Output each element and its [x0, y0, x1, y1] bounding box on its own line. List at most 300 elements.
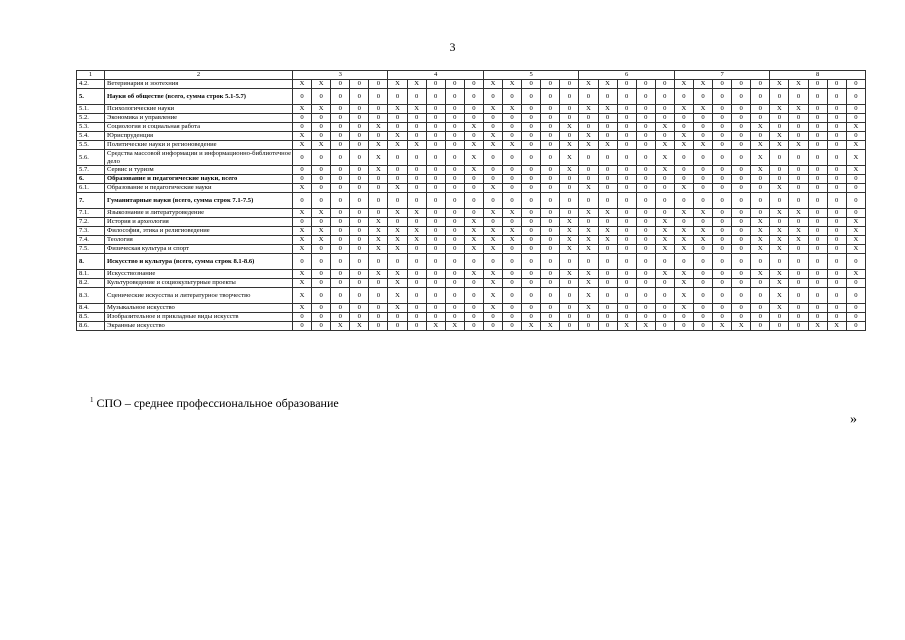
table-cell: X — [560, 141, 579, 150]
table-cell: 0 — [541, 105, 560, 114]
table-cell: X — [312, 227, 331, 236]
table-cell: X — [827, 322, 846, 331]
table-cell: 0 — [636, 184, 655, 193]
table-cell: 0 — [560, 313, 579, 322]
table-cell: 0 — [655, 313, 674, 322]
table-cell: X — [388, 80, 407, 89]
table-cell: 0 — [827, 132, 846, 141]
table-cell: 0 — [407, 150, 426, 166]
table-cell: 0 — [293, 166, 312, 175]
table-cell: 0 — [350, 114, 369, 123]
table-cell: 0 — [426, 193, 445, 209]
table-cell: X — [407, 105, 426, 114]
table-cell: 0 — [331, 150, 350, 166]
row-number: 7. — [77, 193, 105, 209]
table-cell: X — [293, 80, 312, 89]
table-cell: 0 — [674, 322, 693, 331]
row-name: Музыкальное искусство — [105, 304, 293, 313]
table-cell: 0 — [293, 123, 312, 132]
table-cell: 0 — [693, 150, 712, 166]
table-cell: 0 — [770, 193, 789, 209]
table-cell: 0 — [598, 288, 617, 304]
row-name: Искусство и культура (всего, сумма строк 8.1-8.6) — [105, 254, 293, 270]
table-cell: X — [579, 80, 598, 89]
table-cell: 0 — [713, 279, 732, 288]
table-cell: 0 — [617, 80, 636, 89]
table-cell: 0 — [598, 270, 617, 279]
table-cell: 0 — [693, 288, 712, 304]
table-cell: 0 — [483, 193, 502, 209]
table-cell: 0 — [674, 123, 693, 132]
table-cell: 0 — [846, 209, 865, 218]
table-cell: 0 — [445, 141, 464, 150]
table-cell: 0 — [732, 166, 751, 175]
table-cell: 0 — [426, 114, 445, 123]
table-cell: 0 — [350, 313, 369, 322]
table-cell: X — [369, 141, 388, 150]
row-number: 5.2. — [77, 114, 105, 123]
row-name: Физическая культура и спорт — [105, 245, 293, 254]
table-cell: 0 — [350, 227, 369, 236]
row-number: 6.1. — [77, 184, 105, 193]
table-row — [77, 245, 866, 254]
table-cell: X — [674, 141, 693, 150]
table-cell: 0 — [312, 304, 331, 313]
table-cell: 0 — [350, 270, 369, 279]
table-cell: 0 — [808, 193, 827, 209]
table-cell: X — [751, 236, 770, 245]
table-cell: 0 — [350, 175, 369, 184]
table-cell: 0 — [522, 209, 541, 218]
table-cell: X — [770, 80, 789, 89]
table-cell: 0 — [617, 193, 636, 209]
table-cell: 0 — [827, 89, 846, 105]
table-cell: 0 — [503, 123, 522, 132]
row-number: 7.2. — [77, 218, 105, 227]
row-number: 8. — [77, 254, 105, 270]
table-cell: 0 — [369, 254, 388, 270]
table-cell: X — [407, 209, 426, 218]
table-cell: 0 — [770, 322, 789, 331]
table-cell: 0 — [617, 270, 636, 279]
table-cell: 0 — [770, 175, 789, 184]
table-cell: 0 — [331, 193, 350, 209]
table-cell: 0 — [522, 184, 541, 193]
table-cell: 0 — [617, 236, 636, 245]
table-cell: 0 — [483, 166, 502, 175]
table-cell: X — [579, 288, 598, 304]
table-cell: 0 — [770, 123, 789, 132]
table-cell: 0 — [598, 304, 617, 313]
row-number: 5.6. — [77, 150, 105, 166]
table-cell: X — [579, 245, 598, 254]
table-row — [77, 322, 866, 331]
table-cell: 0 — [732, 245, 751, 254]
table-cell: 0 — [674, 218, 693, 227]
table-cell: 0 — [483, 89, 502, 105]
table-cell: X — [770, 270, 789, 279]
table-cell: 0 — [445, 236, 464, 245]
table-cell: 0 — [445, 150, 464, 166]
table-cell: 0 — [350, 209, 369, 218]
table-cell: 0 — [770, 218, 789, 227]
table-cell: X — [674, 209, 693, 218]
table-cell: 0 — [846, 322, 865, 331]
table-cell: 0 — [693, 114, 712, 123]
table-cell: 0 — [331, 313, 350, 322]
table-cell: X — [789, 227, 808, 236]
table-cell: 0 — [331, 184, 350, 193]
table-cell: 0 — [522, 304, 541, 313]
table-cell: 0 — [407, 245, 426, 254]
table-cell: 0 — [636, 270, 655, 279]
table-cell: 0 — [503, 150, 522, 166]
table-cell: 0 — [579, 322, 598, 331]
table-cell: 0 — [369, 313, 388, 322]
table-cell: 0 — [445, 175, 464, 184]
table-cell: 0 — [350, 254, 369, 270]
table-cell: 0 — [808, 105, 827, 114]
table-cell: 0 — [369, 279, 388, 288]
table-cell: 0 — [503, 313, 522, 322]
table-cell: X — [293, 236, 312, 245]
table-cell: 0 — [388, 150, 407, 166]
table-cell: 0 — [541, 313, 560, 322]
table-cell: 0 — [369, 80, 388, 89]
table-cell: 0 — [503, 322, 522, 331]
table-row — [77, 114, 866, 123]
table-cell: X — [846, 218, 865, 227]
table-cell: X — [579, 132, 598, 141]
table-cell: 0 — [369, 184, 388, 193]
table-cell: 0 — [293, 322, 312, 331]
table-cell: 0 — [713, 166, 732, 175]
table-cell: 0 — [751, 279, 770, 288]
table-cell: 0 — [293, 218, 312, 227]
table-cell: X — [483, 184, 502, 193]
table-cell: 0 — [655, 322, 674, 331]
table-cell: 0 — [331, 218, 350, 227]
table-cell: X — [598, 80, 617, 89]
table-cell: 0 — [541, 193, 560, 209]
table-cell: 0 — [560, 279, 579, 288]
table-cell: 0 — [693, 184, 712, 193]
table-cell: X — [579, 279, 598, 288]
table-cell: X — [846, 150, 865, 166]
table-cell: X — [464, 141, 483, 150]
table-cell: X — [407, 227, 426, 236]
table-cell: X — [369, 166, 388, 175]
table-cell: X — [483, 80, 502, 89]
row-number: 8.5. — [77, 313, 105, 322]
table-cell: 0 — [732, 80, 751, 89]
table-cell: X — [579, 209, 598, 218]
table-row — [77, 105, 866, 114]
table-cell: X — [674, 227, 693, 236]
table-cell: 0 — [445, 227, 464, 236]
table-cell: 0 — [693, 89, 712, 105]
table-cell: 0 — [808, 304, 827, 313]
table-cell: 0 — [312, 193, 331, 209]
table-cell: 0 — [674, 254, 693, 270]
table-cell: 0 — [732, 132, 751, 141]
table-cell: X — [293, 245, 312, 254]
table-cell: 0 — [617, 105, 636, 114]
table-cell: X — [293, 209, 312, 218]
footnote-text: СПО – среднее профессиональное образование — [96, 396, 339, 410]
table-cell: X — [483, 245, 502, 254]
table-cell: X — [655, 270, 674, 279]
table-cell: 0 — [560, 105, 579, 114]
header-cell: 3 — [293, 71, 388, 80]
table-cell: 0 — [732, 114, 751, 123]
table-cell: 0 — [560, 322, 579, 331]
table-cell: 0 — [713, 123, 732, 132]
table-cell: X — [617, 322, 636, 331]
table-cell: X — [770, 245, 789, 254]
table-cell: 0 — [655, 175, 674, 184]
table-cell: 0 — [522, 150, 541, 166]
table-cell: 0 — [732, 279, 751, 288]
table-cell: 0 — [541, 184, 560, 193]
header-cell: 8 — [770, 71, 866, 80]
table-cell: 0 — [713, 236, 732, 245]
table-cell: X — [445, 322, 464, 331]
table-cell: X — [789, 209, 808, 218]
table-cell: 0 — [655, 114, 674, 123]
table-cell: 0 — [846, 279, 865, 288]
table-cell: X — [846, 227, 865, 236]
row-number: 7.3. — [77, 227, 105, 236]
table-cell: 0 — [293, 313, 312, 322]
table-cell: 0 — [464, 114, 483, 123]
table-cell: 0 — [617, 245, 636, 254]
header-cell: 6 — [579, 71, 674, 80]
table-cell: 0 — [751, 313, 770, 322]
table-cell: 0 — [617, 254, 636, 270]
table-cell: 0 — [560, 114, 579, 123]
table-cell: X — [293, 279, 312, 288]
table-cell: X — [464, 245, 483, 254]
table-cell: 0 — [636, 288, 655, 304]
table-cell: 0 — [598, 114, 617, 123]
table-cell: 0 — [598, 150, 617, 166]
table-cell: 0 — [312, 279, 331, 288]
table-cell: X — [560, 236, 579, 245]
table-cell: 0 — [541, 236, 560, 245]
table-cell: 0 — [674, 175, 693, 184]
table-cell: X — [388, 227, 407, 236]
table-cell: X — [388, 141, 407, 150]
table-cell: 0 — [789, 114, 808, 123]
row-name: Сценические искусства и литературное творчество — [105, 288, 293, 304]
table-cell: X — [770, 141, 789, 150]
table-cell: 0 — [598, 89, 617, 105]
table-cell: X — [579, 304, 598, 313]
table-cell: X — [598, 236, 617, 245]
table-cell: 0 — [789, 150, 808, 166]
table-cell: X — [369, 227, 388, 236]
table-cell: X — [350, 322, 369, 331]
table-cell: 0 — [617, 209, 636, 218]
table-cell: 0 — [293, 193, 312, 209]
table-cell: 0 — [503, 166, 522, 175]
table-cell: 0 — [827, 245, 846, 254]
table-cell: 0 — [751, 254, 770, 270]
header-cell: 4 — [388, 71, 483, 80]
table-cell: 0 — [732, 105, 751, 114]
table-cell: X — [770, 209, 789, 218]
table-cell: 0 — [445, 123, 464, 132]
table-body — [77, 71, 866, 331]
table-cell: 0 — [522, 105, 541, 114]
table-cell: 0 — [560, 80, 579, 89]
row-number: 8.2. — [77, 279, 105, 288]
table-cell: 0 — [751, 184, 770, 193]
table-cell: 0 — [789, 254, 808, 270]
table-cell: 0 — [426, 123, 445, 132]
table-cell: 0 — [808, 114, 827, 123]
table-cell: 0 — [713, 193, 732, 209]
table-cell: X — [483, 132, 502, 141]
table-cell: X — [713, 322, 732, 331]
table-cell: 0 — [312, 313, 331, 322]
table-cell: 0 — [331, 132, 350, 141]
table-cell: 0 — [483, 218, 502, 227]
table-cell: X — [293, 288, 312, 304]
table-cell: 0 — [598, 322, 617, 331]
table-cell: X — [770, 304, 789, 313]
table-cell: 0 — [560, 209, 579, 218]
table-cell: 0 — [541, 304, 560, 313]
table-cell: 0 — [350, 89, 369, 105]
table-cell: 0 — [579, 254, 598, 270]
table-cell: X — [388, 236, 407, 245]
table-cell: X — [579, 141, 598, 150]
table-cell: X — [674, 236, 693, 245]
header-cell: 1 — [77, 71, 105, 80]
table-cell: 0 — [655, 105, 674, 114]
table-cell: 0 — [407, 166, 426, 175]
table-cell: 0 — [464, 254, 483, 270]
table-cell: 0 — [789, 218, 808, 227]
table-cell: 0 — [483, 150, 502, 166]
table-cell: 0 — [445, 166, 464, 175]
table-cell: 0 — [560, 193, 579, 209]
table-cell: 0 — [713, 105, 732, 114]
row-name: Ветеринария и зоотехния — [105, 80, 293, 89]
row-name: Сервис и туризм — [105, 166, 293, 175]
table-cell: 0 — [350, 132, 369, 141]
table-cell: 0 — [770, 254, 789, 270]
table-cell: 0 — [445, 288, 464, 304]
table-cell: X — [483, 279, 502, 288]
row-name: Гуманитарные науки (всего, сумма строк 7.1-7.5) — [105, 193, 293, 209]
table-cell: 0 — [846, 304, 865, 313]
row-name: Политические науки и регионоведение — [105, 141, 293, 150]
table-cell: X — [483, 236, 502, 245]
table-cell: 0 — [445, 313, 464, 322]
table-cell: 0 — [331, 89, 350, 105]
table-cell: 0 — [407, 304, 426, 313]
table-cell: X — [674, 279, 693, 288]
table-cell: 0 — [426, 313, 445, 322]
table-cell: X — [369, 123, 388, 132]
table-cell: 0 — [789, 270, 808, 279]
table-cell: 0 — [426, 304, 445, 313]
table-row — [77, 89, 866, 105]
table-cell: 0 — [579, 313, 598, 322]
table-cell: 0 — [579, 89, 598, 105]
table-row — [77, 227, 866, 236]
table-cell: 0 — [713, 218, 732, 227]
table-cell: 0 — [827, 141, 846, 150]
table-cell: 0 — [789, 245, 808, 254]
table-cell: 0 — [445, 105, 464, 114]
table-cell: 0 — [426, 218, 445, 227]
table-cell: 0 — [407, 313, 426, 322]
table-cell: 0 — [827, 218, 846, 227]
table-cell: X — [770, 227, 789, 236]
table-cell: X — [674, 132, 693, 141]
table-cell: 0 — [808, 150, 827, 166]
table-cell: 0 — [846, 89, 865, 105]
table-cell: X — [770, 288, 789, 304]
table-cell: 0 — [636, 166, 655, 175]
table-cell: 0 — [808, 209, 827, 218]
table-cell: X — [369, 236, 388, 245]
table-cell: X — [579, 105, 598, 114]
table-cell: X — [464, 166, 483, 175]
table-cell: 0 — [331, 236, 350, 245]
table-cell: 0 — [426, 105, 445, 114]
table-cell: 0 — [464, 193, 483, 209]
table-cell: 0 — [541, 175, 560, 184]
table-cell: 0 — [789, 132, 808, 141]
table-cell: X — [693, 236, 712, 245]
table-cell: 0 — [617, 166, 636, 175]
table-cell: 0 — [312, 150, 331, 166]
table-cell: 0 — [713, 184, 732, 193]
table-cell: X — [483, 105, 502, 114]
table-cell: 0 — [808, 80, 827, 89]
table-cell: 0 — [503, 304, 522, 313]
table-cell: 0 — [464, 105, 483, 114]
table-cell: X — [293, 270, 312, 279]
row-number: 6. — [77, 175, 105, 184]
row-name: Теология — [105, 236, 293, 245]
table-cell: 0 — [426, 288, 445, 304]
row-name: Искусствознание — [105, 270, 293, 279]
table-cell: 0 — [369, 132, 388, 141]
table-cell: 0 — [445, 218, 464, 227]
table-cell: 0 — [388, 193, 407, 209]
table-cell: 0 — [789, 89, 808, 105]
table-cell: 0 — [713, 270, 732, 279]
table-cell: 0 — [503, 254, 522, 270]
table-cell: 0 — [751, 132, 770, 141]
table-cell: X — [693, 105, 712, 114]
table-cell: X — [598, 227, 617, 236]
table-cell: 0 — [693, 313, 712, 322]
row-name: Социология и социальная работа — [105, 123, 293, 132]
table-cell: X — [560, 218, 579, 227]
table-cell: X — [751, 227, 770, 236]
table-cell: 0 — [598, 313, 617, 322]
table-cell: 0 — [713, 141, 732, 150]
table-cell: X — [693, 141, 712, 150]
table-cell: 0 — [808, 166, 827, 175]
